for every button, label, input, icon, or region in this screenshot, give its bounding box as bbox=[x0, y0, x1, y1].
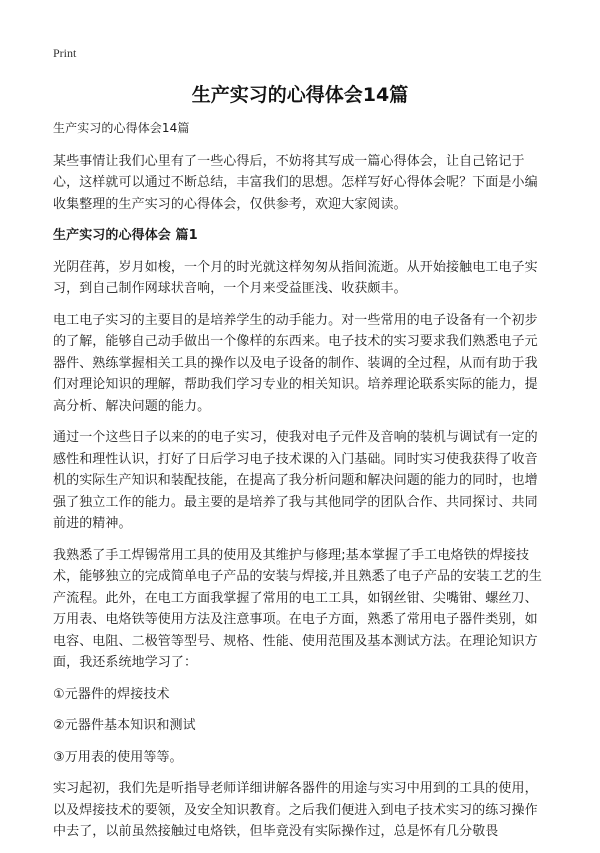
page-title: 生产实习的心得体会14篇 bbox=[191, 84, 409, 106]
list-item: ③万用表的使用等等。 bbox=[53, 749, 183, 765]
body-paragraph: 通过一个这些日子以来的的电子实习，使我对电子元件及音响的装机与调试有一定的感性和理性认识，打好了日后学习电子技术课的入门基础。同时实习使我获得了收音机的实际生产知识和装配技能，在提高了我分析问题和解决问题的能力的同时，也增强了独立工作的能力。最主要的是培养了我与其他同学的团队合作、共同探讨、共同前进的精神。 bbox=[53, 430, 538, 531]
document-body bbox=[53, 118, 547, 853]
print-label: Print bbox=[53, 46, 77, 60]
document-subtitle: 生产实习的心得体会14篇 bbox=[53, 121, 190, 135]
list-item: ②元器件基本知识和测试 bbox=[53, 718, 196, 733]
body-paragraph: 我熟悉了手工焊锡常用工具的使用及其维护与修理;基本掌握了手工电烙铁的焊接技术，能够独立的完成简单电子产品的安装与焊接,并且熟悉了电子产品的安装工艺的生产流程。此外，在电工方面我掌握了常用的电工工具，如钢丝钳、尖嘴钳、螺丝刀、万用表、电烙铁等使用方法及注意事项。在电子方面，熟悉了常用电子器件类别，如电容、电阻、二极管等型号、规格、性能、使用范围及基本测试方法。在理论知识方面，我还系统地学习了： bbox=[53, 547, 542, 670]
intro-paragraph: 某些事情让我们心里有了一些心得后，不妨将其写成一篇心得体会，让自己铭记于心，这样就可以通过不断总结，丰富我们的思想。怎样写好心得体会呢？下面是小编收集整理的生产实习的心得体会，仅供参考，欢迎大家阅读。 bbox=[53, 153, 538, 212]
body-paragraph: 电工电子实习的主要目的是培养学生的动手能力。对一些常用的电子设备有一个初步的了解，能够自己动手做出一个像样的东西来。电子技术的实习要求我们熟悉电子元器件、熟练掌握相关工具的操作以及电子设备的制作、装调的全过程，从而有助于我们对理论知识的理解，帮助我们学习专业的相关知识。培养理论联系实际的能力，提高分析、解决问题的能力。 bbox=[53, 312, 538, 414]
body-paragraph: 实习起初，我们先是听指导老师详细讲解各器件的用途与实习中用到的工具的使用，以及焊接技术的要领，及安全知识教育。之后我们便进入到电子技术实习的练习操作中去了，以前虽然接触过电烙铁，但毕竟没有实际操作过，总是怀有几分敬畏 bbox=[53, 781, 538, 839]
list-item: ①元器件的焊接技术 bbox=[53, 686, 170, 702]
section-heading: 生产实习的心得体会 篇1 bbox=[53, 228, 198, 243]
body-paragraph: 光阴荏苒，岁月如梭，一个月的时光就这样匆匆从指间流逝。从开始接触电工电子实习，到自己制作网球状音响，一个月来受益匪浅、收获颇丰。 bbox=[53, 259, 538, 296]
